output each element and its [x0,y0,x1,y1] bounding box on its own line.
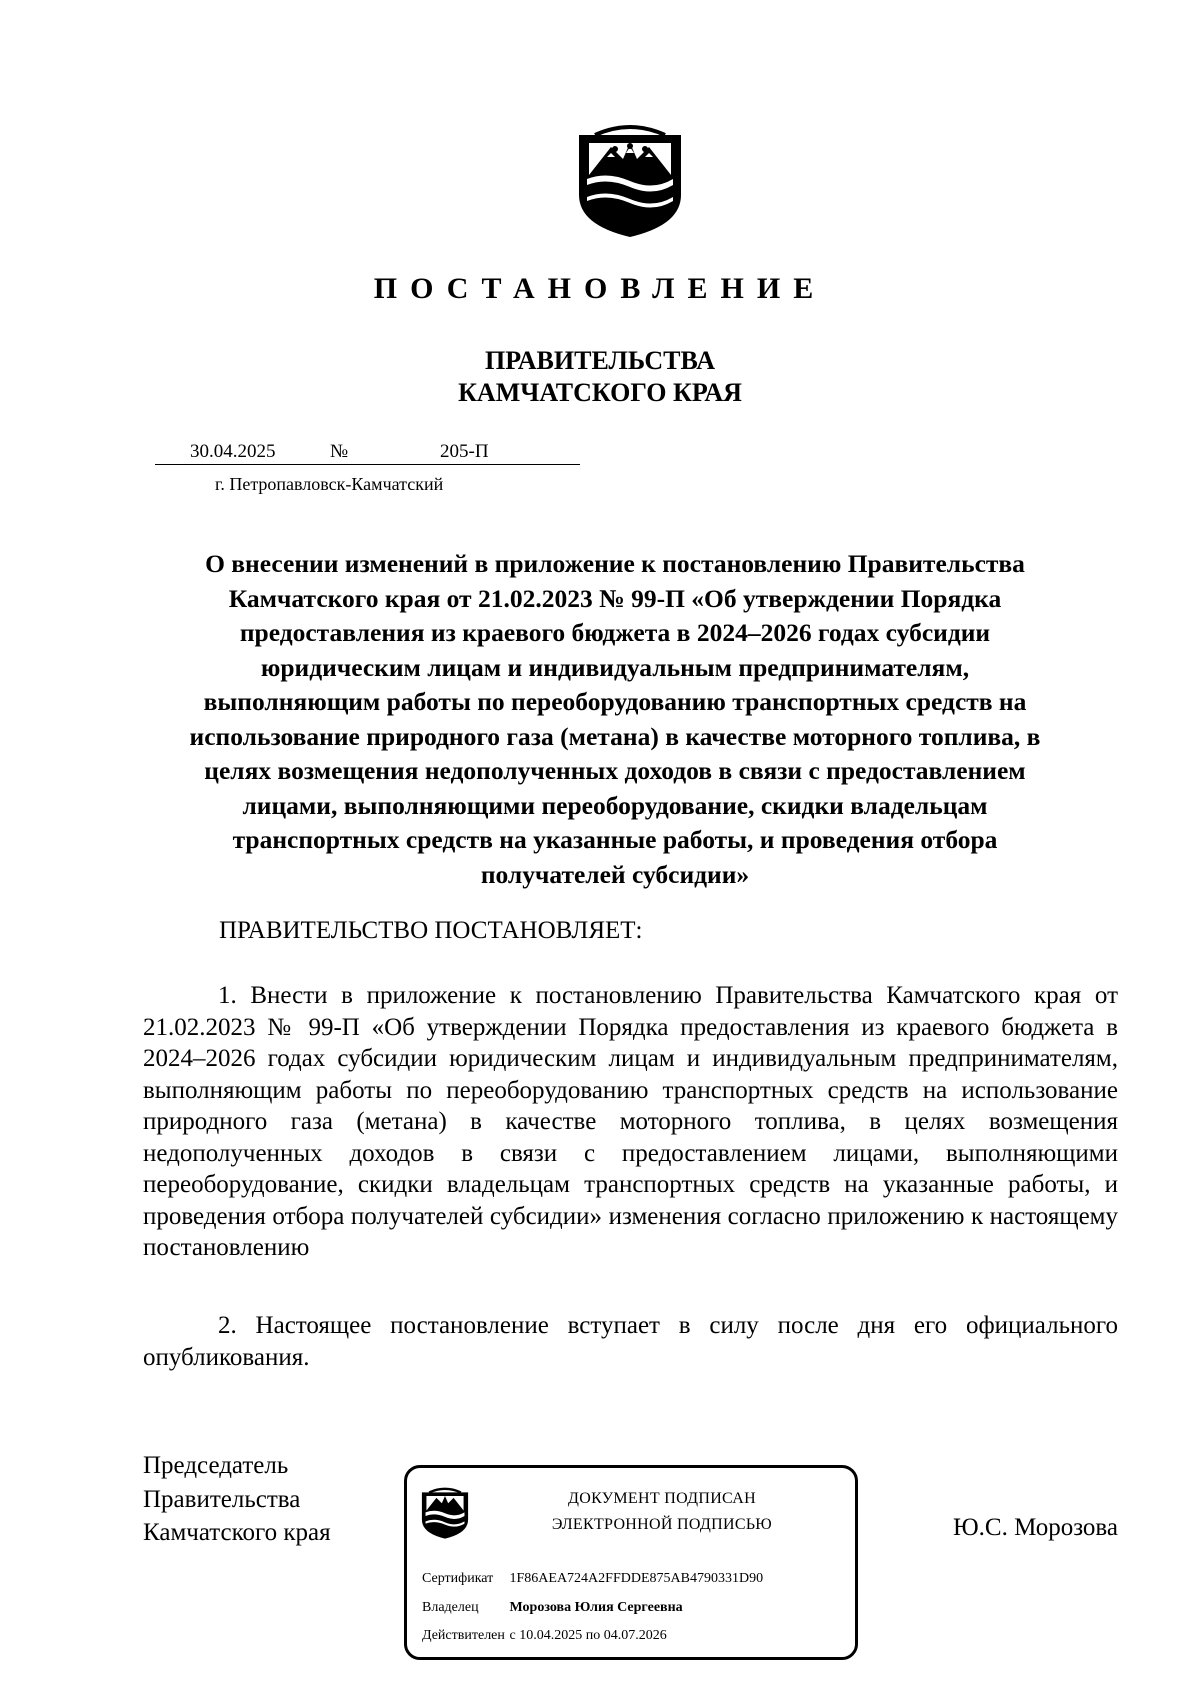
title-line: Камчатского края от 21.02.2023 № 99-П «Об утверждении Порядка [228,583,1002,613]
document-number: 205-П [440,441,489,462]
stamp-certificate-row [422,1571,763,1587]
stamp-emblem-icon [421,1482,469,1540]
title-line: юридическим лицам и индивидуальным предпринимателям, [260,652,970,682]
title-line: выполняющим работы по переоборудованию транспортных средств на [203,687,1027,716]
document-title [150,547,1080,892]
decree-formula: ПРАВИТЕЛЬСТВО ПОСТАНОВЛЯЕТ: [219,917,643,944]
title-line: целях возмещения недополученных доходов в связи с предоставлением [204,756,1026,785]
stamp-header-line: ДОКУМЕНТ ПОДПИСАН [568,1490,756,1507]
stamp-validity-row [422,1628,667,1644]
authority-line-1: ПРАВИТЕЛЬСТВА [485,346,715,375]
owner-value: Морозова Юлия Сергеевна [509,1600,683,1615]
validity-label: Действителен [422,1628,505,1643]
certificate-label: Сертификат [422,1571,494,1586]
paragraph-1: 1. Внести в приложение к постановлению Правительства Камчатского края от 21.02.2023 № 99-П «Об утверждении Порядка предоставления из краевого бюджета в 2024–2026 годах субсидии юридическим лицам и индивидуальным предпринимателям, выполняющим работы по переоборудованию транспортных средств на использование природного газа (метана) в качестве моторного топлива, в целях возмещения недополученных доходов в связи с предоставлением лицами, выполняющими переоборудование, скидки владельцам транспортных средств на указанные работы, и проведения отбора получателей субсидии» изменения согласно приложению к настоящему постановлению [143,982,1118,1261]
paragraph-2: 2. Настоящее постановление вступает в силу после дня его официального опубликования. [143,1312,1118,1371]
place-of-issue: г. Петропавловск-Камчатский [215,474,444,494]
registration-line [155,442,580,465]
coat-of-arms-emblem [577,113,683,239]
document-date: 30.04.2025 [190,441,276,462]
signer-position-line: Председатель [143,1452,289,1479]
signer-name: Ю.С. Морозова [952,1514,1118,1541]
stamp-header-line: ЭЛЕКТРОННОЙ ПОДПИСЬЮ [551,1516,773,1533]
signer-position-line: Правительства [143,1485,301,1513]
title-line: получателей субсидии» [480,859,750,889]
title-line: использование природного газа (метана) в качестве моторного топлива, в [189,721,1041,751]
document-type-heading: ПОСТАНОВЛЕНИЕ [373,272,827,305]
stamp-header [467,1486,857,1538]
owner-label: Владелец [422,1600,479,1615]
certificate-value: 1F86AEA724A2FFDDE875AB4790331D90 [509,1571,764,1586]
stamp-owner-row [422,1600,683,1616]
signer-position-line: Камчатского края [143,1519,331,1546]
title-line: предоставления из краевого бюджета в 2024–2026 годах субсидии [239,618,991,647]
title-line: О внесении изменений в приложение к постановлению Правительства [205,549,1025,578]
authority-line-2: КАМЧАТСКОГО КРАЯ [458,378,742,407]
electronic-signature-stamp [404,1465,858,1660]
validity-value: с 10.04.2025 по 04.07.2026 [509,1628,667,1643]
signer-position [143,1449,331,1550]
title-line: лицами, выполняющими переоборудование, скидки владельцам [242,790,988,820]
title-line: транспортных средств на указанные работы, и проведения отбора [232,825,998,854]
number-sign: № [330,441,349,462]
issuing-authority [0,345,1200,409]
